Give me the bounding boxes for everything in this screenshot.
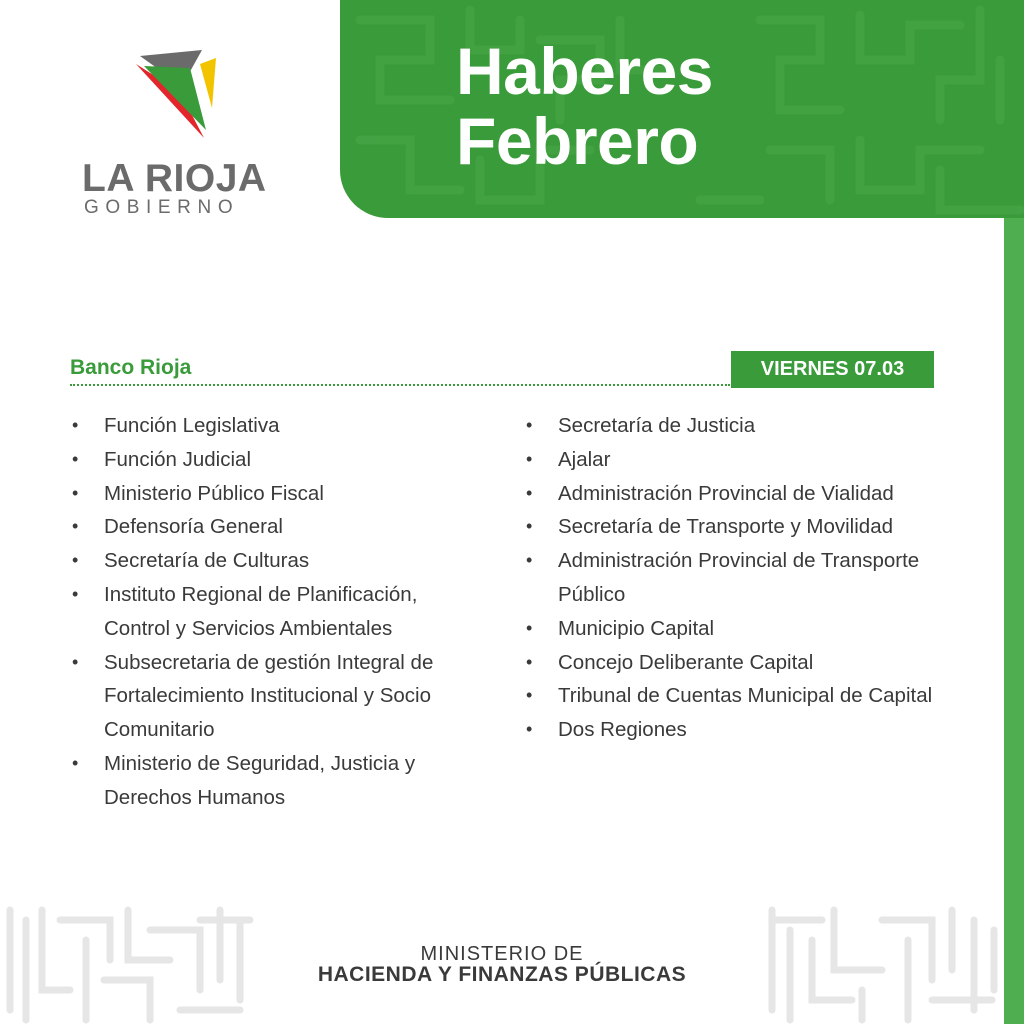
footer-ministry-line2: HACIENDA Y FINANZAS PÚBLICAS [317,963,687,986]
list-item: • Secretaría de Transporte y Movilidad [524,510,944,544]
bank-label: Banco Rioja [70,356,192,379]
list-item: • Administración Provincial de Transporte Público [524,544,944,612]
right-list [524,409,944,747]
title-line-2: Febrero [456,104,699,178]
right-accent-stripe [1004,218,1024,1024]
dotted-divider [70,384,730,386]
page-title [456,36,713,176]
list-item: • Administración Provincial de Vialidad [524,477,944,511]
date-badge: VIERNES 07.03 [731,351,934,388]
list-item: • Dos Regiones [524,713,944,747]
list-item: • Instituto Regional de Planificación, Control y Servicios Ambientales [70,578,470,646]
list-item: • Función Legislativa [70,409,470,443]
la-rioja-triangle-logo [132,46,224,142]
list-item: • Subsecretaria de gestión Integral de Fortalecimiento Institucional y Socio Comunitario [70,646,470,747]
logo-subtitle: GOBIERNO [84,197,240,218]
list-item: • Municipio Capital [524,612,944,646]
list-item: • Concejo Deliberante Capital [524,646,944,680]
list-item: • Ajalar [524,443,944,477]
footer-ministry-line1: MINISTERIO DE [420,943,584,965]
list-item: • Tribunal de Cuentas Municipal de Capital [524,679,944,713]
list-item: • Ministerio de Seguridad, Justicia y Derechos Humanos [70,747,470,815]
list-item: • Secretaría de Culturas [70,544,470,578]
title-line-1: Haberes [456,34,713,108]
list-item: • Secretaría de Justicia [524,409,944,443]
left-list [70,409,470,815]
header-banner [340,0,1024,218]
list-item: • Defensoría General [70,510,470,544]
logo-name: LA RIOJA [82,157,267,200]
list-item: • Ministerio Público Fiscal [70,477,470,511]
list-item: • Función Judicial [70,443,470,477]
